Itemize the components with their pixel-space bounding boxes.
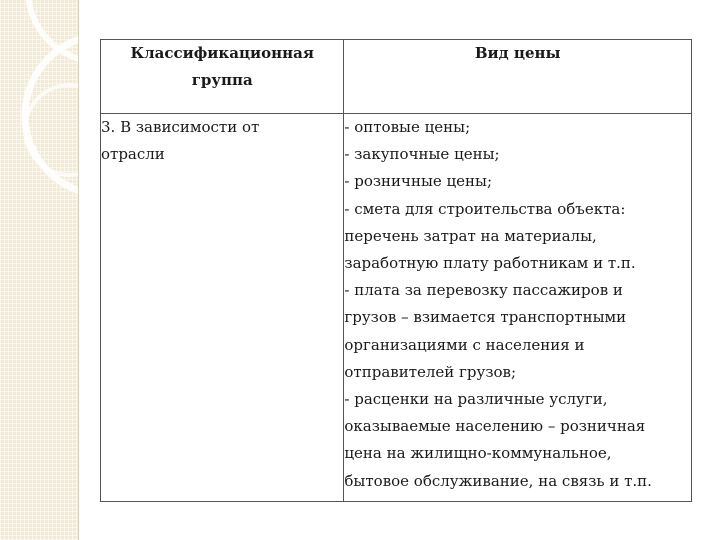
header-price-type: [344, 40, 692, 114]
cell-line: отправителей грузов;: [344, 362, 517, 381]
header-line: группа: [191, 71, 253, 89]
cell-line: цена на жилищно-коммунальное,: [344, 444, 612, 463]
decorative-circles-icon: [0, 0, 78, 540]
cell-line: - плата за перевозку пассажиров и: [344, 281, 623, 300]
cell-line: - смета для строительства объекта:: [344, 199, 626, 218]
header-line: Классификационная: [130, 44, 314, 62]
cell-line: оказываемые населению – розничная: [344, 417, 646, 436]
side-divider: [78, 0, 79, 540]
price-classification-table: [100, 39, 692, 502]
header-classification-group: [101, 40, 344, 114]
cell-line: - закупочные цены;: [344, 145, 500, 164]
group-cell: [101, 114, 344, 502]
cell-line: отрасли: [101, 145, 165, 164]
cell-line: - расценки на различные услуги,: [344, 390, 608, 409]
cell-line: 3. В зависимости от: [101, 118, 260, 136]
header-line: Вид цены: [474, 44, 561, 62]
cell-line: грузов – взимается транспортными: [344, 308, 627, 327]
table-header-row: [101, 40, 692, 114]
cell-line: организациями с населения и: [344, 335, 585, 354]
cell-line: перечень затрат на материалы,: [344, 226, 597, 245]
cell-line: - оптовые цены;: [344, 118, 471, 136]
cell-line: заработную плату работникам и т.п.: [344, 254, 636, 273]
table-row: [101, 114, 692, 502]
cell-line: бытовое обслуживание, на связь и т.п.: [344, 471, 652, 490]
cell-line: - розничные цены;: [344, 172, 493, 191]
price-types-cell: [344, 114, 692, 502]
decorative-side-strip: [0, 0, 78, 540]
